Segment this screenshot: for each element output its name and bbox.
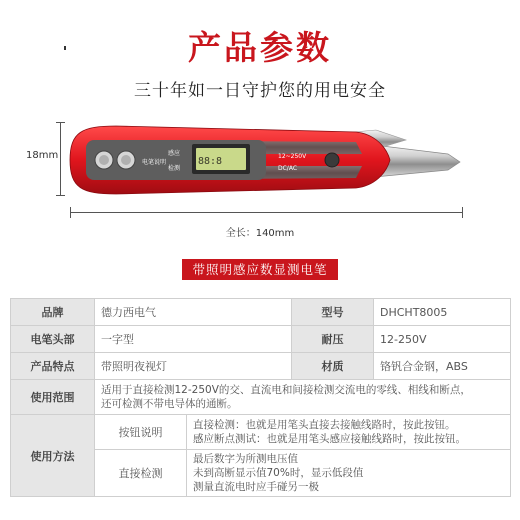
spec-sublabel-direct: 直接检测: [95, 450, 187, 497]
scope-line-1: 适用于直接检测12-250V的交、直流电和间接检测交流电的零线、相线和断点，: [101, 384, 471, 396]
pen-label-3: 检测: [168, 165, 181, 172]
spec-label-brand: 品牌: [11, 299, 95, 326]
scope-line-2: 还可检测不带电导体的通断。: [101, 398, 238, 410]
pen-neon-window: [325, 153, 339, 167]
spec-label-material: 材质: [292, 353, 374, 380]
spec-label-feature: 产品特点: [11, 353, 95, 380]
spec-value-model: DHCHT8005: [374, 299, 511, 326]
button-line-1: 直接检测：也就是用笔头直接去接触线路时，按此按钮。: [193, 419, 456, 431]
length-dimension-cap-right: [462, 207, 463, 218]
spec-value-direct: [187, 450, 511, 497]
decorative-mark: [64, 46, 66, 50]
product-image-test-pen: [56, 110, 466, 210]
spec-value-button: [187, 415, 511, 450]
length-dimension-label: 全长：140mm: [225, 228, 295, 239]
spec-value-voltage: 12-250V: [374, 326, 511, 353]
button-line-2: 感应断点测试：也就是用笔头感应接触线路时，按此按钮。: [193, 433, 466, 445]
spec-label-usage: 使用方法: [11, 415, 95, 497]
product-name-banner: 带照明感应数显测电笔: [182, 259, 338, 280]
spec-value-material: 铬钒合金钢，ABS: [374, 353, 511, 380]
height-dimension-label: 18mm: [26, 150, 59, 161]
spec-label-model: 型号: [292, 299, 374, 326]
page-title: 产品参数: [188, 28, 332, 67]
pen-voltage-text: 12~250V: [278, 153, 307, 160]
pen-model-text: DC/AC: [278, 165, 298, 172]
pen-label-2: 感应: [168, 150, 181, 157]
pen-label-1: 电笔说明: [142, 159, 167, 166]
spec-value-head: 一字型: [95, 326, 292, 353]
page-subtitle: 三十年如一日守护您的用电安全: [134, 81, 386, 101]
direct-line-1: 最后数字为所测电压值: [193, 453, 298, 465]
spec-sublabel-button: 按钮说明: [95, 415, 187, 450]
spec-value-feature: 带照明夜视灯: [95, 353, 292, 380]
svg-text:88:8: 88:8: [198, 156, 223, 167]
direct-line-3: 测量直流电时应手碰另一极: [193, 481, 319, 493]
table-row: [11, 415, 511, 450]
length-dimension-line: [70, 212, 462, 213]
table-row: [11, 380, 511, 415]
direct-line-2: 未到高断显示值70%时，显示低段值: [193, 467, 364, 479]
spec-value-brand: 德力西电气: [95, 299, 292, 326]
table-row: [11, 326, 511, 353]
spec-label-scope: 使用范围: [11, 380, 95, 415]
spec-table: [10, 298, 511, 497]
table-row: [11, 353, 511, 380]
test-pen-illustration: [56, 110, 466, 210]
table-row: [11, 299, 511, 326]
spec-label-voltage: 耐压: [292, 326, 374, 353]
spec-value-scope: [95, 380, 511, 415]
spec-label-head: 电笔头部: [11, 326, 95, 353]
